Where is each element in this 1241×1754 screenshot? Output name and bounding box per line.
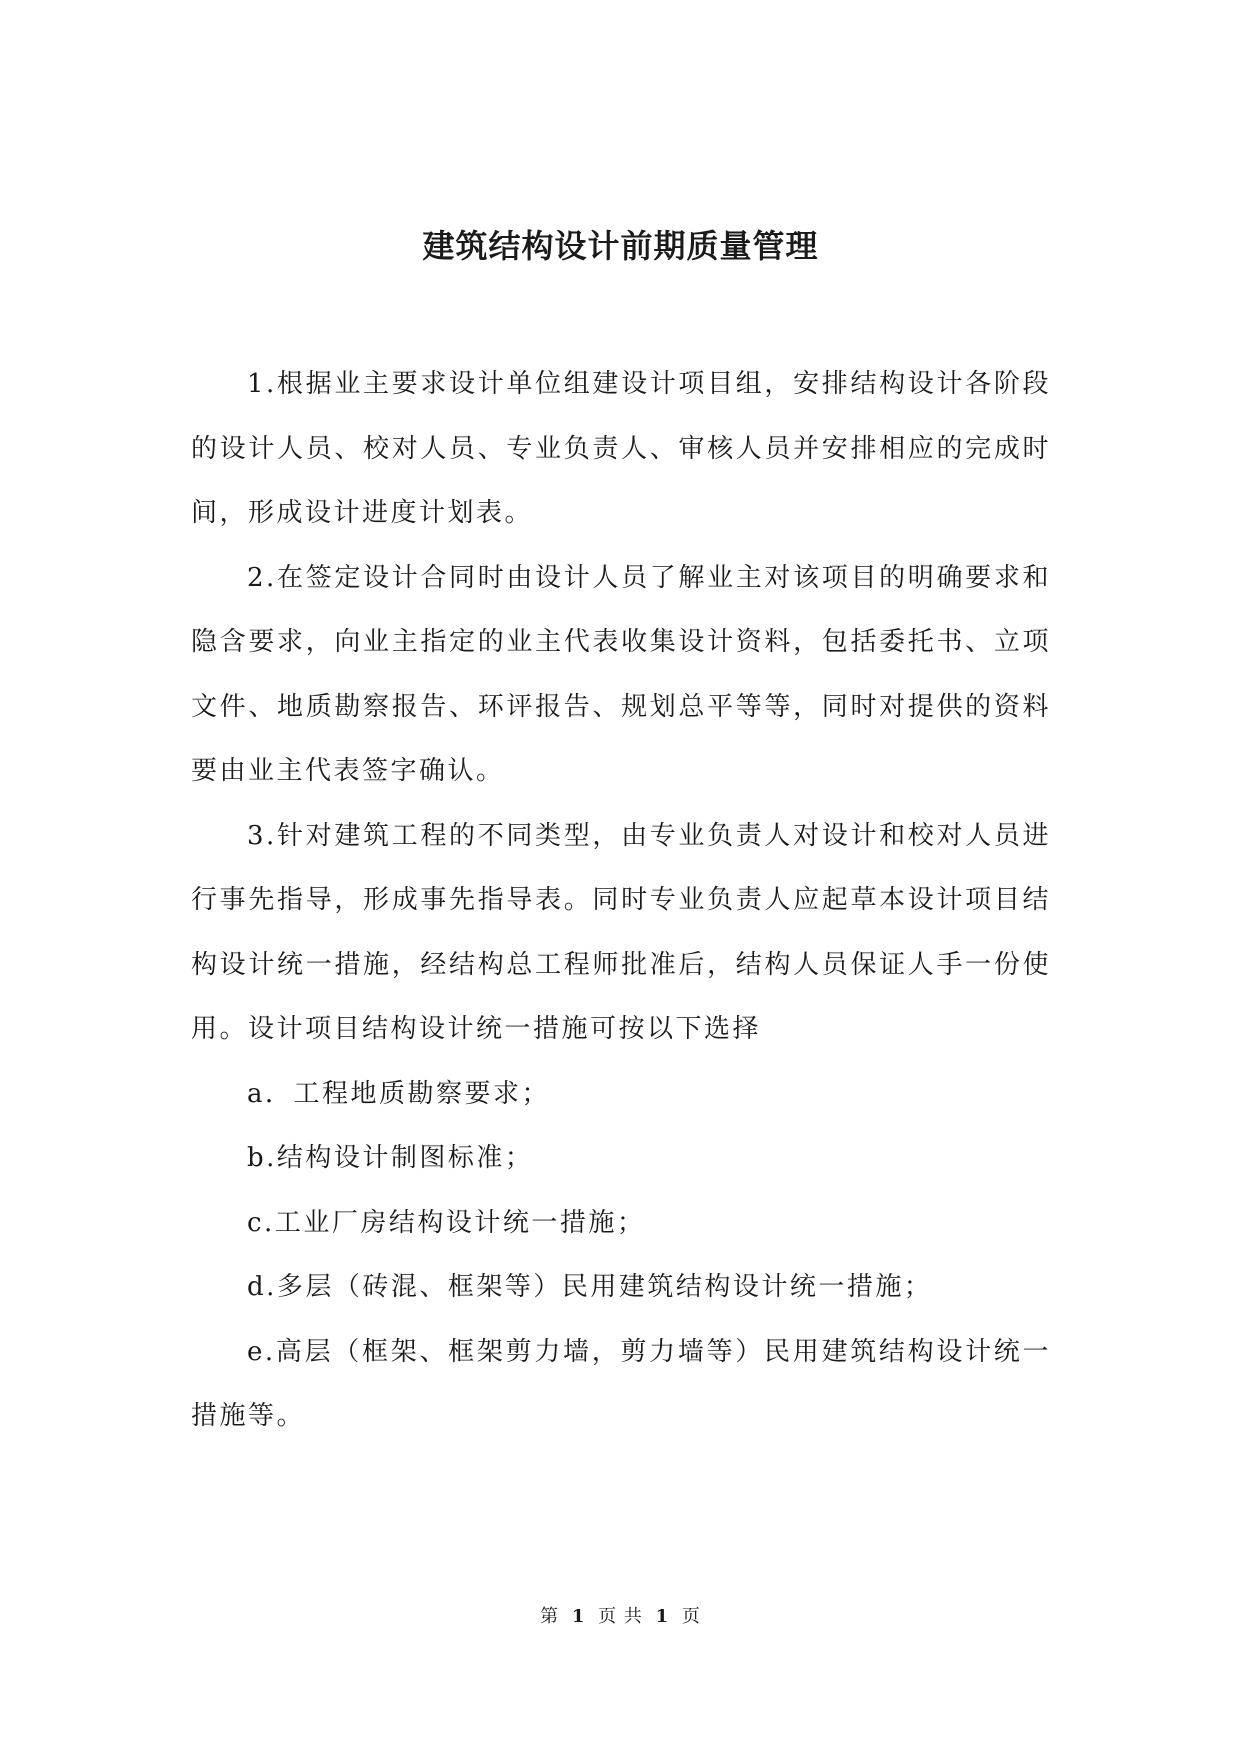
document-title: 建筑结构设计前期质量管理 [422, 227, 819, 265]
paragraph-3: 3.针对建筑工程的不同类型，由专业负责人对设计和校对人员进行事先指导，形成事先指导表。同时专业负责人应起草本设计项目结构设计统一措施，经结构总工程师批准后，结构人员保证人手一份使用。设计项目结构设计统一措施可按以下选择 [191, 820, 1051, 1044]
list-item-c: c.工业厂房结构设计统一措施； [247, 1207, 646, 1238]
list-item-a: a．工程地质勘察要求； [247, 1078, 551, 1109]
page-footer [0, 1605, 1241, 1629]
footer-page-number: 1 [571, 1606, 586, 1627]
document-body [191, 352, 1051, 1449]
footer-prefix: 第 [540, 1606, 560, 1627]
list-item-d: d.多层（砖混、框架等）民用建筑结构设计统一措施； [247, 1272, 933, 1302]
footer-suffix: 页 [681, 1606, 701, 1627]
paragraph-1: 1.根据业主要求设计单位组建设计项目组，安排结构设计各阶段的设计人员、校对人员、专业负责人、审核人员并安排相应的完成时间，形成设计进度计划表。 [191, 369, 1051, 528]
paragraph-2: 2.在签定设计合同时由设计人员了解业主对该项目的明确要求和隐含要求，向业主指定的业主代表收集设计资料，包括委托书、立项文件、地质勘察报告、环评报告、规划总平等等，同时对提供的资料要由业主代表签字确认。 [191, 562, 1051, 786]
footer-middle: 页 共 [598, 1606, 643, 1627]
list-item-b: b.结构设计制图标准； [247, 1143, 534, 1173]
footer-total-pages: 1 [655, 1606, 670, 1627]
list-item-e: e.高层（框架、框架剪力墙，剪力墙等）民用建筑结构设计统一措施等。 [191, 1336, 1051, 1431]
